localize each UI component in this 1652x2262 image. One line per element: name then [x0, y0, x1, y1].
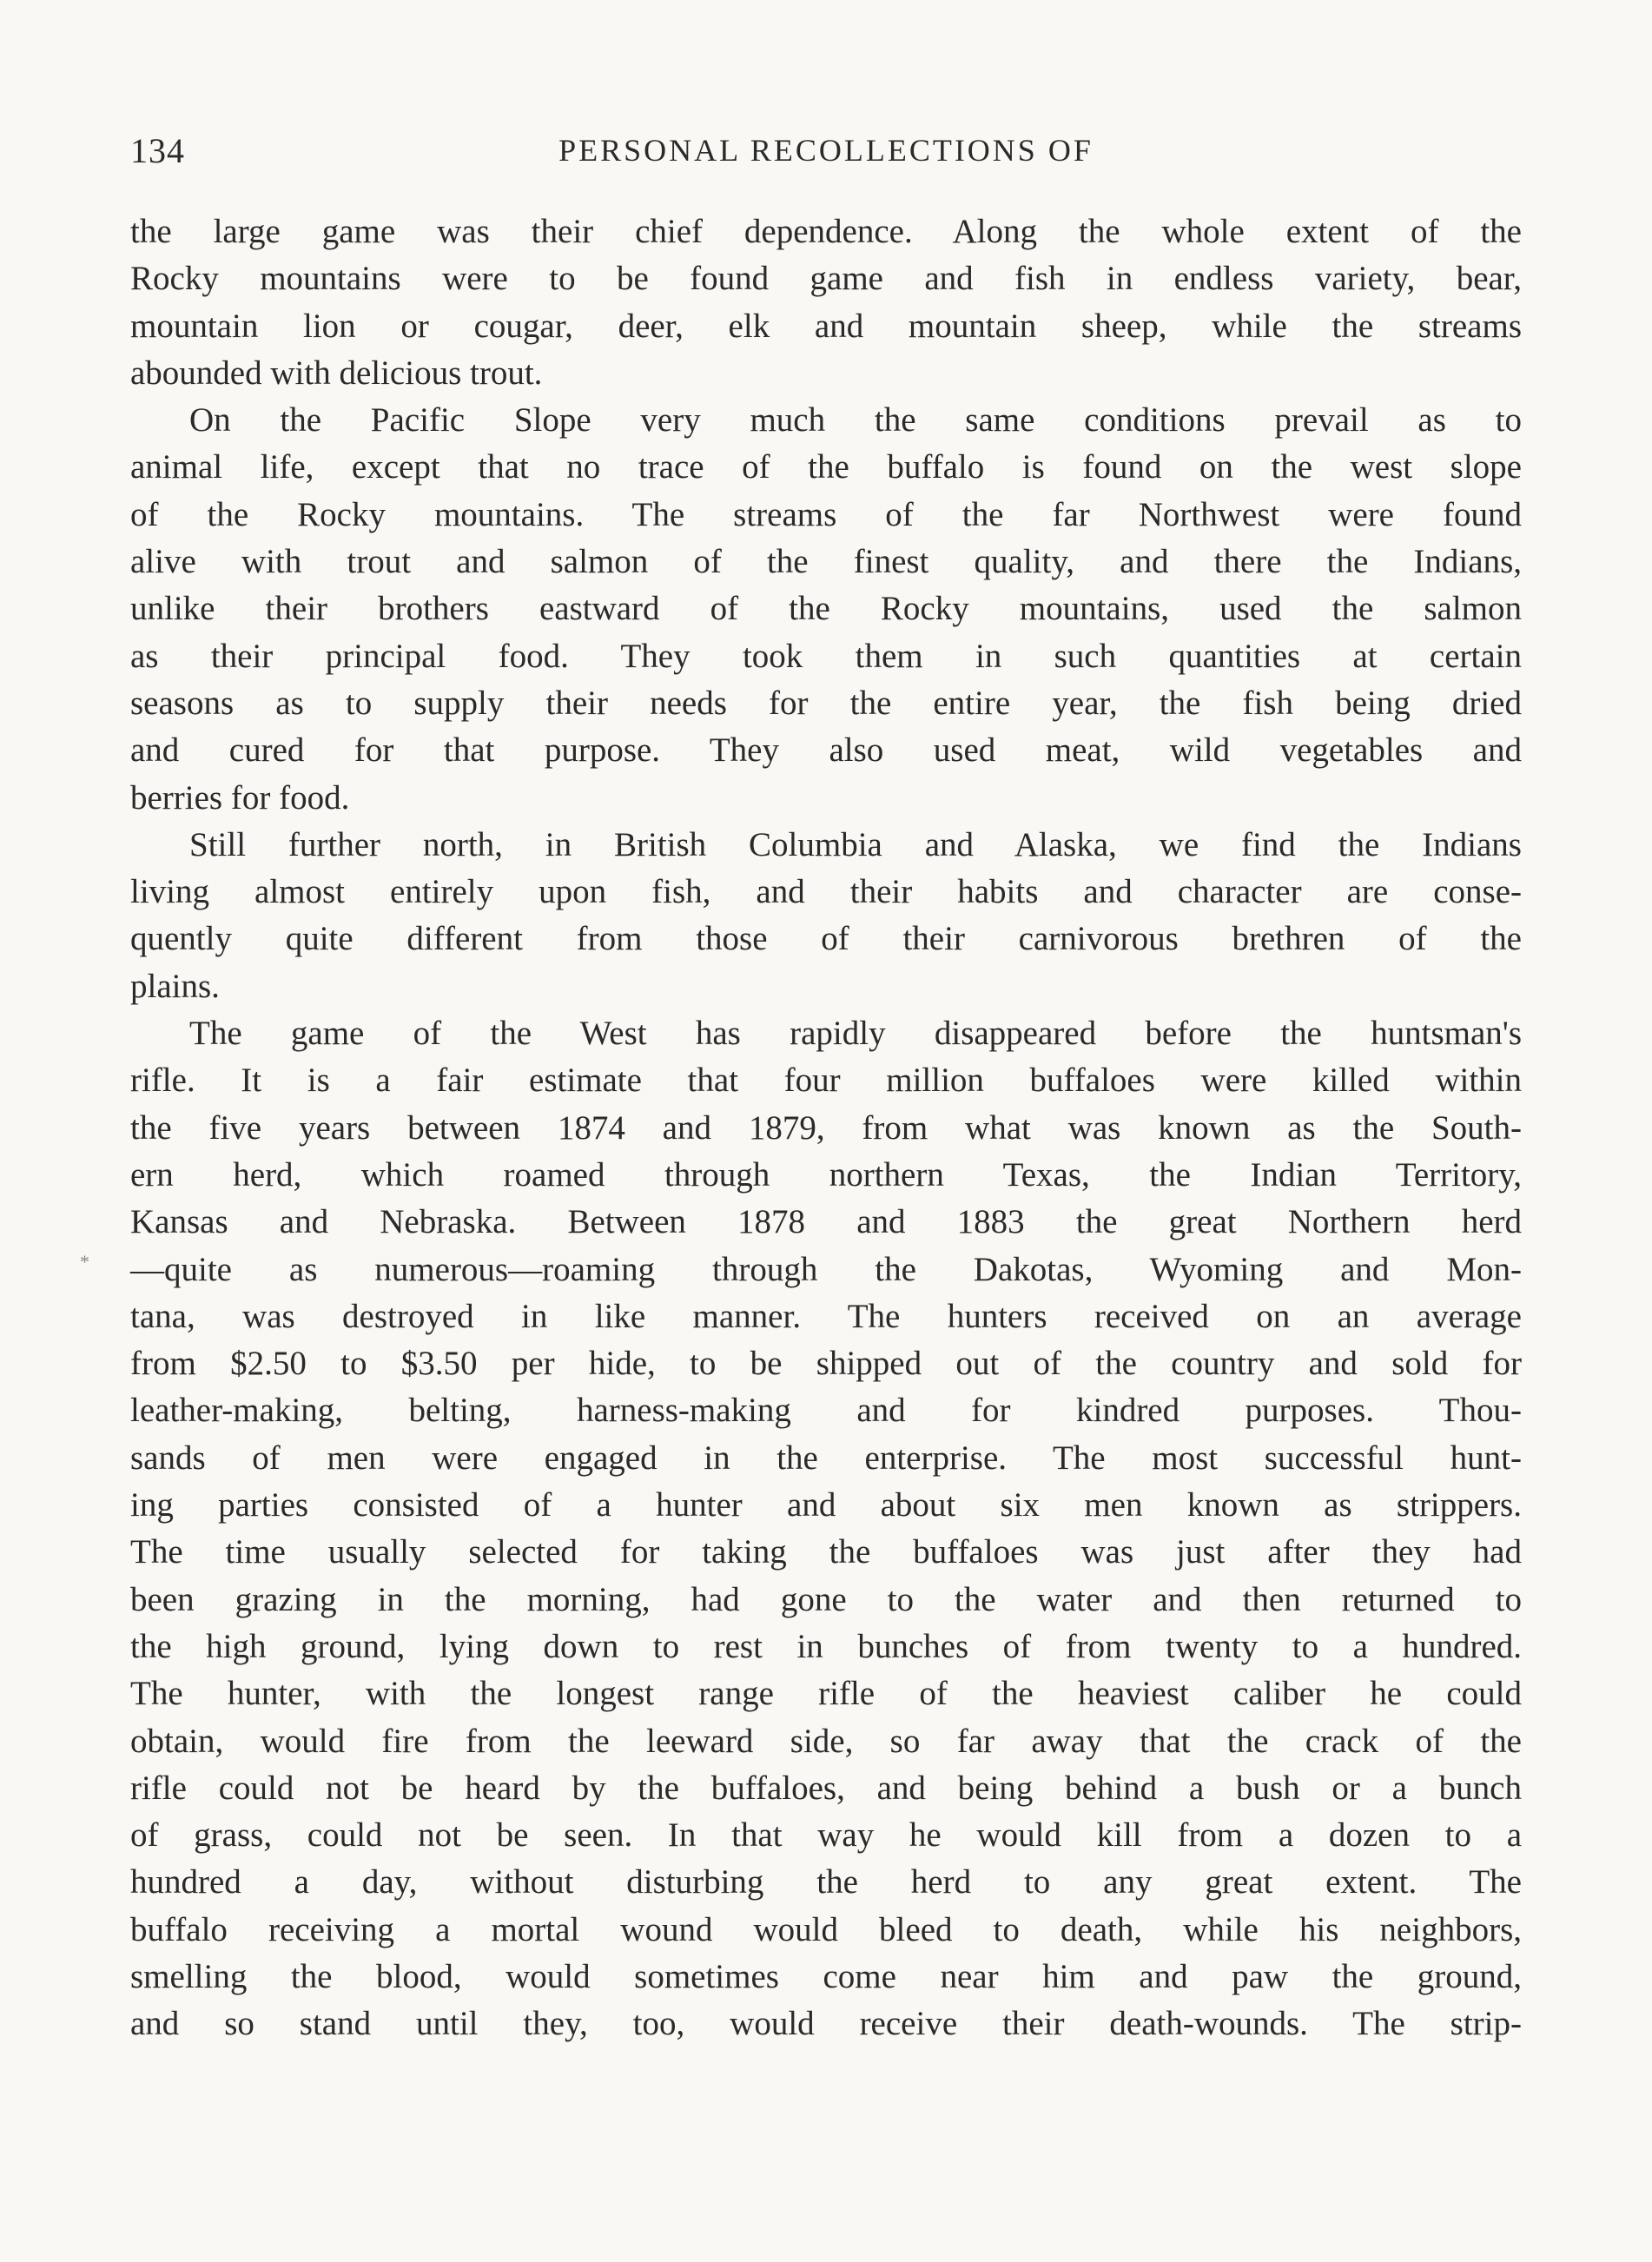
text-line: Rocky mountains were to be found game and fish in endless variety, bear, [130, 260, 1522, 298]
text-line: the five years between 1874 and 1879, from what was known as the South- [130, 1108, 1522, 1147]
body-text [130, 208, 1522, 2048]
text-line: berries for food. [130, 778, 350, 817]
running-head: PERSONAL RECOLLECTIONS OF [558, 133, 1094, 168]
text-line: hundred a day, without disturbing the herd to any great extent. The [130, 1863, 1522, 1902]
text-line: buffalo receiving a mortal wound would bleed to death, while his neighbors, [130, 1910, 1522, 1948]
text-line: from $2.50 to $3.50 per hide, to be shipped out of the country and sold for [130, 1345, 1522, 1383]
text-line: as their principal food. They took them in such quantities at certain [130, 637, 1522, 675]
text-line: the high ground, lying down to rest in bunches of from twenty to a hundred. [130, 1627, 1522, 1665]
text-line: ern herd, which roamed through northern Texas, the Indian Territory, [130, 1155, 1522, 1194]
text-line: and cured for that purpose. They also used meat, wild vegetables and [130, 731, 1522, 770]
text-line: Still further north, in British Columbia and Alaska, we find the Indians [189, 825, 1522, 863]
text-line: On the Pacific Slope very much the same conditions prevail as to [189, 401, 1522, 440]
text-line: mountain lion or cougar, deer, elk and mountain sheep, while the streams [130, 307, 1522, 345]
text-line: Kansas and Nebraska. Between 1878 and 1883 the great Northern herd [130, 1203, 1522, 1241]
text-line: of the Rocky mountains. The streams of the far Northwest were found [130, 495, 1522, 533]
text-line: abounded with delicious trout. [130, 354, 543, 392]
text-line: smelling the blood, would sometimes come near him and paw the ground, [130, 1957, 1522, 1995]
text-line: rifle. It is a fair estimate that four million buffaloes were killed within [130, 1062, 1522, 1100]
text-line: animal life, except that no trace of the buffalo is found on the west slope [130, 448, 1522, 486]
text-line: seasons as to supply their needs for the entire year, the fish being dried [130, 684, 1522, 722]
text-line: sands of men were engaged in the enterprise. The most successful hunt- [130, 1439, 1522, 1477]
text-line: been grazing in the morning, had gone to the water and then returned to [130, 1580, 1522, 1618]
text-line: rifle could not be heard by the buffaloes, and being behind a bush or a bunch [130, 1769, 1522, 1807]
page-number: 134 [130, 131, 185, 170]
text-line: The hunter, with the longest range rifle of the heaviest caliber he could [130, 1675, 1522, 1713]
text-line: the large game was their chief dependence. Along the whole extent of the [130, 213, 1522, 250]
text-line: obtain, would fire from the leeward side, so far away that the crack of the [130, 1722, 1522, 1760]
text-line: plains. [130, 967, 220, 1005]
text-line: leather-making, belting, harness-making and for kindred purposes. Thou- [130, 1392, 1522, 1430]
text-line: The game of the West has rapidly disappeared before the huntsman's [189, 1015, 1522, 1053]
text-line: —quite as numerous—roaming through the Dakotas, Wyoming and Mon- [130, 1250, 1522, 1288]
text-line: tana, was destroyed in like manner. The hunters received on an average [130, 1297, 1522, 1335]
text-line: unlike their brothers eastward of the Rocky mountains, used the salmon [130, 590, 1522, 628]
text-line: of grass, could not be seen. In that way he would kill from a dozen to a [130, 1816, 1522, 1855]
text-line: living almost entirely upon fish, and their habits and character are conse- [130, 873, 1522, 911]
text-line: The time usually selected for taking the buffaloes was just after they had [130, 1533, 1522, 1571]
page-header [130, 130, 1522, 182]
margin-mark: * [80, 1251, 89, 1273]
text-line: quently quite different from those of their carnivorous brethren of the [130, 920, 1522, 958]
text-line: ing parties consisted of a hunter and about six men known as strippers. [130, 1486, 1522, 1525]
text-line: and so stand until they, too, would receive their death-wounds. The strip- [130, 2005, 1522, 2043]
text-line: alive with trout and salmon of the finest quality, and there the Indians, [130, 543, 1522, 581]
